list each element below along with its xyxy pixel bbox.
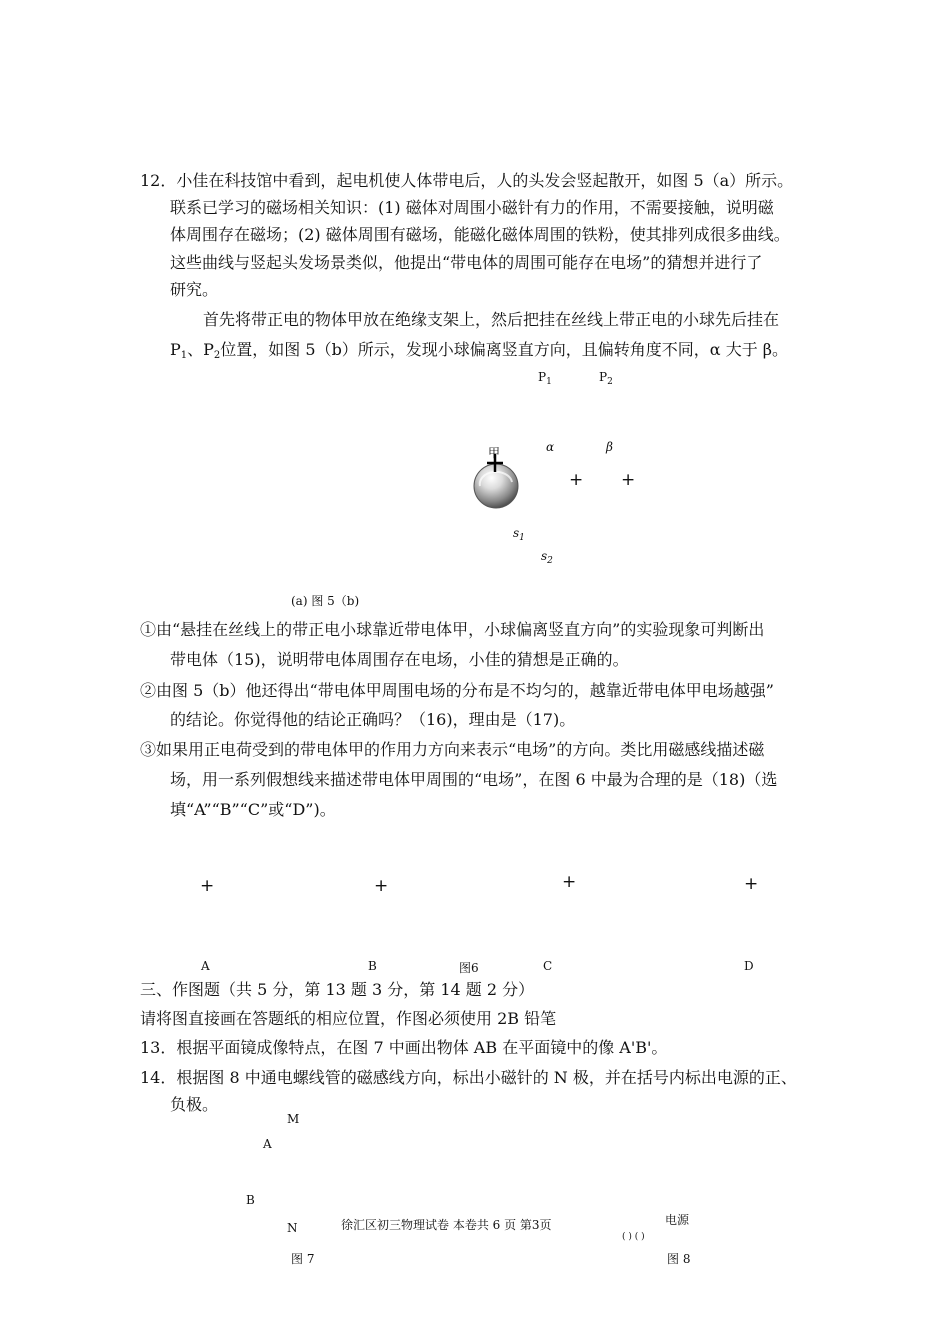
q12-line-5: 研究。 — [170, 280, 219, 299]
fig7-label-m: M — [287, 1112, 300, 1126]
fig7-label-n: N — [287, 1221, 298, 1235]
fig5-p2-sub: 2 — [607, 377, 613, 387]
p1-label: P — [170, 340, 181, 359]
fig5-ball2-plus: + — [621, 470, 636, 490]
fig5-s1-sub: 1 — [519, 533, 525, 543]
sub2-line-1: ②由图 5（b）他还得出“带电体甲周围电场的分布是不均匀的，越靠近带电体甲电场越强” — [140, 681, 774, 700]
fig6-label-d: D — [744, 959, 754, 973]
q12-line-6: 首先将带正电的物体甲放在绝缘支架上，然后把挂在丝线上带正电的小球先后挂在 — [203, 310, 780, 329]
fig5-s1-letter: s — [513, 526, 520, 540]
section3-heading: 三、作图题（共 5 分，第 13 题 3 分，第 14 题 2 分） — [140, 980, 535, 999]
p2-sub: 2 — [213, 350, 221, 361]
fig5-beta-label: β — [606, 440, 613, 454]
q12-line-7-rest: 位置，如图 5（b）所示，发现小球偏离竖直方向，且偏转角度不同，α 大于 β。 — [220, 340, 789, 359]
fig6-a-plus: + — [200, 876, 215, 896]
q12-line-1: 12．小佳在科技馆中看到，起电机使人体带电后，人的头发会竖起散开，如图 5（a）所示。 — [140, 171, 794, 190]
fig6-label-b: B — [368, 959, 377, 973]
fig7-label-a: A — [263, 1137, 272, 1151]
section3-instruction: 请将图直接画在答题纸的相应位置，作图必须使用 2B 铅笔 — [140, 1009, 557, 1028]
fig5-s2-sub: 2 — [547, 556, 553, 566]
sub2-line-2: 的结论。你觉得他的结论正确吗？（16)，理由是（17)。 — [170, 710, 576, 729]
q14-line-2: 负极。 — [170, 1095, 219, 1114]
fig6-label-a: A — [201, 959, 210, 973]
q12-line-4: 这些曲线与竖起头发场景类似，他提出“带电体的周围可能存在电场”的猜想并进行了 — [170, 253, 763, 272]
fig5-s2-letter: s — [541, 549, 548, 563]
q12-line-2: 联系已学习的磁场相关知识：(1) 磁体对周围小磁针有力的作用，不需要接触，说明磁 — [170, 198, 774, 217]
fig5-jia-label: 甲 — [488, 446, 501, 460]
fig8-power-label: 电源 — [665, 1213, 690, 1227]
fig8-brackets: ( ) ( ) — [622, 1232, 645, 1242]
separator: 、 — [187, 340, 204, 359]
q14-line-1: 14．根据图 8 中通电螺线管的磁感线方向，标出小磁针的 N 极，并在括号内标出电源的正、 — [140, 1068, 797, 1087]
fig5-p1-label — [538, 370, 552, 387]
sub1-line-1: ①由“悬挂在丝线上的带正电小球靠近带电体甲，小球偏离竖直方向”的实验现象可判断出 — [140, 620, 765, 639]
fig5-ball1-plus: + — [569, 470, 584, 490]
fig5-s1-label — [513, 526, 525, 543]
p1-sub: 1 — [180, 350, 188, 361]
q12-line-3: 体周围存在磁场；(2) 磁体周围有磁场，能磁化磁体周围的铁粉，使其排列成很多曲线。 — [170, 225, 790, 244]
fig6-label-c: C — [543, 959, 553, 973]
fig6-c-plus: + — [562, 872, 577, 892]
q12-line-7 — [170, 340, 788, 366]
fig6-b-plus: + — [374, 876, 389, 896]
page-footer: 徐汇区初三物理试卷 本卷共 6 页 第3页 — [341, 1218, 552, 1232]
fig5-p2-letter: P — [599, 370, 608, 384]
fig8-caption: 图 8 — [667, 1252, 691, 1266]
sub1-line-2: 带电体（15)，说明带电体周围存在电场，小佳的猜想是正确的。 — [170, 650, 629, 669]
fig5-alpha-label: α — [546, 440, 555, 454]
fig5-p1-letter: P — [538, 370, 547, 384]
fig6-caption: 图6 — [459, 961, 479, 975]
p2-label: P — [203, 340, 214, 359]
fig5-p1-sub: 1 — [546, 377, 552, 387]
fig7-caption: 图 7 — [291, 1252, 315, 1266]
fig5-caption: (a) 图 5（b) — [291, 594, 360, 608]
sub3-line-1: ③如果用正电荷受到的带电体甲的作用力方向来表示“电场”的方向。类比用磁感线描述磁 — [140, 740, 765, 759]
fig5-s2-label — [541, 549, 553, 566]
fig5-p2-label — [599, 370, 613, 387]
sub3-line-2: 场，用一系列假想线来描述带电体甲周围的“电场”，在图 6 中最为合理的是（18)（选 — [170, 770, 778, 789]
q13-text: 13．根据平面镜成像特点，在图 7 中画出物体 AB 在平面镜中的像 A'B'。 — [140, 1038, 668, 1057]
fig7-label-b: B — [246, 1193, 255, 1207]
fig6-d-plus: + — [744, 874, 759, 894]
charged-sphere-icon — [470, 452, 526, 512]
sub3-line-3: 填“A”“B”“C”或“D”)。 — [170, 800, 336, 819]
